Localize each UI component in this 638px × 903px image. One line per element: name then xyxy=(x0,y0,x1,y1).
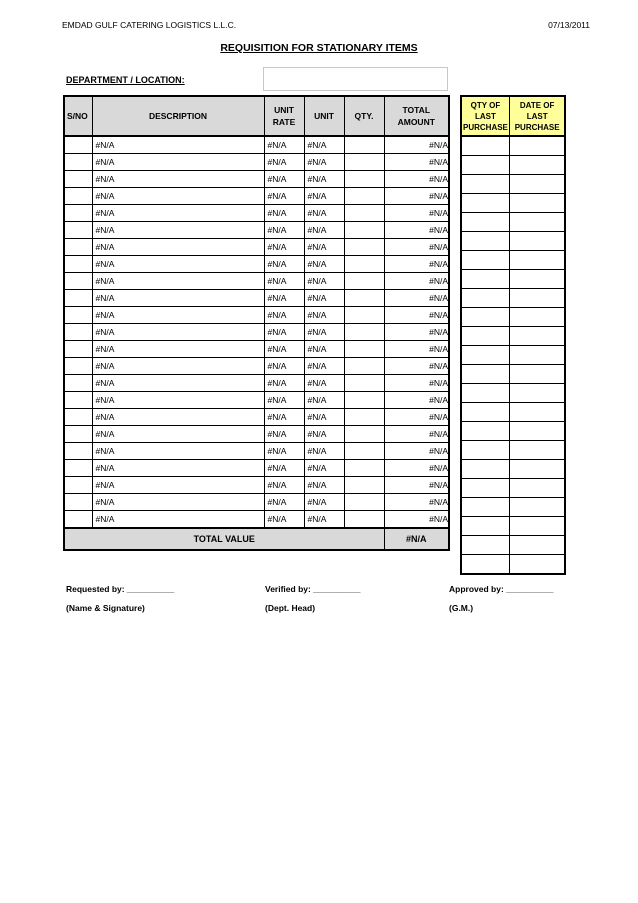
cell-qty-last xyxy=(461,232,509,251)
cell-date-last xyxy=(509,403,565,422)
cell-description: #N/A xyxy=(92,290,264,307)
side-header-row xyxy=(461,96,565,136)
cell-unit-rate: #N/A xyxy=(264,375,304,392)
cell-date-last xyxy=(509,460,565,479)
cell-description: #N/A xyxy=(92,494,264,511)
table-row xyxy=(64,375,449,392)
verified-by-sub: (Dept. Head) xyxy=(265,603,316,613)
cell-qty xyxy=(344,171,384,188)
document-date: 07/13/2011 xyxy=(548,20,590,30)
cell-unit-rate: #N/A xyxy=(264,205,304,222)
cell-unit-rate: #N/A xyxy=(264,409,304,426)
side-row xyxy=(461,365,565,384)
cell-qty-last xyxy=(461,270,509,289)
col-sno: S/NO xyxy=(64,96,92,136)
verified-by-label: Verified by: __________ xyxy=(265,584,361,594)
side-row xyxy=(461,555,565,575)
col-total-amount: TOTAL AMOUNT xyxy=(384,96,449,136)
cell-total: #N/A xyxy=(384,188,449,205)
cell-total: #N/A xyxy=(384,136,449,154)
cell-qty xyxy=(344,324,384,341)
col-unit: UNIT xyxy=(304,96,344,136)
requested-by-label: Requested by: __________ xyxy=(66,584,175,594)
cell-qty-last xyxy=(461,251,509,270)
col-qty-last-purchase: QTY OF LAST PURCHASE xyxy=(461,96,509,136)
cell-qty xyxy=(344,409,384,426)
cell-unit-rate: #N/A xyxy=(264,239,304,256)
cell-qty xyxy=(344,290,384,307)
cell-total: #N/A xyxy=(384,256,449,273)
table-row xyxy=(64,290,449,307)
company-name: EMDAD GULF CATERING LOGISTICS L.L.C. xyxy=(62,20,237,30)
cell-total: #N/A xyxy=(384,205,449,222)
side-row xyxy=(461,156,565,175)
cell-date-last xyxy=(509,213,565,232)
cell-date-last xyxy=(509,270,565,289)
cell-qty-last xyxy=(461,555,509,575)
cell-description: #N/A xyxy=(92,375,264,392)
table-row xyxy=(64,154,449,171)
cell-date-last xyxy=(509,422,565,441)
table-row xyxy=(64,460,449,477)
table-row xyxy=(64,256,449,273)
cell-unit: #N/A xyxy=(304,222,344,239)
cell-unit: #N/A xyxy=(304,188,344,205)
cell-qty xyxy=(344,460,384,477)
cell-total: #N/A xyxy=(384,426,449,443)
cell-unit: #N/A xyxy=(304,494,344,511)
side-row xyxy=(461,289,565,308)
total-label: TOTAL VALUE xyxy=(64,528,384,550)
table-row xyxy=(64,392,449,409)
table-row xyxy=(64,239,449,256)
cell-qty-last xyxy=(461,403,509,422)
cell-total: #N/A xyxy=(384,409,449,426)
cell-unit: #N/A xyxy=(304,358,344,375)
cell-total: #N/A xyxy=(384,154,449,171)
cell-qty-last xyxy=(461,213,509,232)
side-row xyxy=(461,346,565,365)
cell-description: #N/A xyxy=(92,324,264,341)
table-row xyxy=(64,307,449,324)
cell-total: #N/A xyxy=(384,511,449,529)
cell-qty-last xyxy=(461,156,509,175)
side-row xyxy=(461,403,565,422)
cell-date-last xyxy=(509,327,565,346)
cell-qty xyxy=(344,307,384,324)
cell-unit-rate: #N/A xyxy=(264,290,304,307)
cell-unit-rate: #N/A xyxy=(264,358,304,375)
cell-total: #N/A xyxy=(384,460,449,477)
cell-date-last xyxy=(509,536,565,555)
cell-qty-last xyxy=(461,346,509,365)
table-row xyxy=(64,409,449,426)
side-row xyxy=(461,479,565,498)
side-row xyxy=(461,441,565,460)
table-row xyxy=(64,171,449,188)
cell-qty xyxy=(344,188,384,205)
cell-unit: #N/A xyxy=(304,239,344,256)
side-row xyxy=(461,517,565,536)
department-field[interactable] xyxy=(263,67,448,91)
side-row xyxy=(461,327,565,346)
cell-sno xyxy=(64,443,92,460)
cell-qty-last xyxy=(461,384,509,403)
cell-total: #N/A xyxy=(384,307,449,324)
cell-sno xyxy=(64,341,92,358)
cell-unit: #N/A xyxy=(304,511,344,529)
side-row xyxy=(461,536,565,555)
cell-unit-rate: #N/A xyxy=(264,477,304,494)
cell-date-last xyxy=(509,498,565,517)
cell-qty xyxy=(344,205,384,222)
cell-total: #N/A xyxy=(384,341,449,358)
cell-unit: #N/A xyxy=(304,307,344,324)
side-row xyxy=(461,213,565,232)
cell-date-last xyxy=(509,517,565,536)
department-label: DEPARTMENT / LOCATION: xyxy=(66,75,185,85)
cell-sno xyxy=(64,136,92,154)
cell-total: #N/A xyxy=(384,290,449,307)
cell-date-last xyxy=(509,441,565,460)
cell-unit: #N/A xyxy=(304,154,344,171)
col-date-last-purchase: DATE OF LAST PURCHASE xyxy=(509,96,565,136)
cell-unit: #N/A xyxy=(304,171,344,188)
cell-qty xyxy=(344,239,384,256)
cell-qty xyxy=(344,154,384,171)
table-row xyxy=(64,341,449,358)
cell-unit: #N/A xyxy=(304,273,344,290)
cell-sno xyxy=(64,154,92,171)
cell-description: #N/A xyxy=(92,154,264,171)
page-title: REQUISITION FOR STATIONARY ITEMS xyxy=(220,42,418,54)
cell-unit: #N/A xyxy=(304,477,344,494)
cell-description: #N/A xyxy=(92,273,264,290)
cell-total: #N/A xyxy=(384,392,449,409)
cell-date-last xyxy=(509,384,565,403)
side-row xyxy=(461,251,565,270)
cell-date-last xyxy=(509,232,565,251)
table-row xyxy=(64,188,449,205)
cell-qty xyxy=(344,392,384,409)
cell-qty-last xyxy=(461,194,509,213)
cell-sno xyxy=(64,426,92,443)
cell-description: #N/A xyxy=(92,239,264,256)
cell-unit-rate: #N/A xyxy=(264,154,304,171)
cell-qty xyxy=(344,358,384,375)
cell-date-last xyxy=(509,365,565,384)
cell-date-last xyxy=(509,289,565,308)
cell-description: #N/A xyxy=(92,477,264,494)
cell-qty-last xyxy=(461,536,509,555)
cell-total: #N/A xyxy=(384,494,449,511)
requested-by-sub: (Name & Signature) xyxy=(66,603,145,613)
cell-sno xyxy=(64,324,92,341)
cell-description: #N/A xyxy=(92,136,264,154)
cell-total: #N/A xyxy=(384,358,449,375)
side-row xyxy=(461,270,565,289)
cell-date-last xyxy=(509,555,565,575)
cell-sno xyxy=(64,409,92,426)
cell-sno xyxy=(64,494,92,511)
cell-date-last xyxy=(509,251,565,270)
side-row xyxy=(461,498,565,517)
cell-unit: #N/A xyxy=(304,290,344,307)
side-row xyxy=(461,232,565,251)
cell-sno xyxy=(64,239,92,256)
cell-date-last xyxy=(509,156,565,175)
cell-total: #N/A xyxy=(384,375,449,392)
side-row xyxy=(461,175,565,194)
table-header-row xyxy=(64,96,449,136)
cell-qty xyxy=(344,477,384,494)
cell-description: #N/A xyxy=(92,511,264,529)
side-row xyxy=(461,194,565,213)
cell-qty xyxy=(344,222,384,239)
cell-unit: #N/A xyxy=(304,324,344,341)
cell-sno xyxy=(64,307,92,324)
cell-qty-last xyxy=(461,460,509,479)
cell-qty xyxy=(344,443,384,460)
side-row xyxy=(461,422,565,441)
cell-unit-rate: #N/A xyxy=(264,494,304,511)
cell-qty xyxy=(344,375,384,392)
cell-unit: #N/A xyxy=(304,426,344,443)
cell-description: #N/A xyxy=(92,256,264,273)
cell-description: #N/A xyxy=(92,358,264,375)
cell-qty xyxy=(344,256,384,273)
cell-qty-last xyxy=(461,289,509,308)
cell-qty xyxy=(344,511,384,529)
cell-unit-rate: #N/A xyxy=(264,188,304,205)
cell-description: #N/A xyxy=(92,460,264,477)
cell-total: #N/A xyxy=(384,443,449,460)
cell-unit-rate: #N/A xyxy=(264,443,304,460)
table-row xyxy=(64,273,449,290)
cell-qty-last xyxy=(461,498,509,517)
cell-sno xyxy=(64,256,92,273)
cell-qty xyxy=(344,341,384,358)
cell-unit-rate: #N/A xyxy=(264,511,304,529)
cell-sno xyxy=(64,171,92,188)
purchase-history-table xyxy=(460,95,566,575)
cell-unit-rate: #N/A xyxy=(264,341,304,358)
cell-date-last xyxy=(509,136,565,156)
cell-unit-rate: #N/A xyxy=(264,256,304,273)
col-qty: QTY. xyxy=(344,96,384,136)
cell-sno xyxy=(64,511,92,529)
approved-by-label: Approved by: __________ xyxy=(449,584,554,594)
cell-date-last xyxy=(509,479,565,498)
cell-qty-last xyxy=(461,422,509,441)
cell-qty-last xyxy=(461,327,509,346)
cell-qty xyxy=(344,494,384,511)
cell-unit: #N/A xyxy=(304,205,344,222)
cell-qty-last xyxy=(461,517,509,536)
cell-unit-rate: #N/A xyxy=(264,171,304,188)
cell-unit-rate: #N/A xyxy=(264,222,304,239)
cell-sno xyxy=(64,205,92,222)
cell-unit-rate: #N/A xyxy=(264,426,304,443)
cell-sno xyxy=(64,392,92,409)
cell-qty-last xyxy=(461,441,509,460)
cell-date-last xyxy=(509,346,565,365)
cell-unit: #N/A xyxy=(304,443,344,460)
cell-description: #N/A xyxy=(92,188,264,205)
cell-unit-rate: #N/A xyxy=(264,460,304,477)
cell-unit-rate: #N/A xyxy=(264,324,304,341)
cell-unit: #N/A xyxy=(304,256,344,273)
side-row xyxy=(461,136,565,156)
cell-description: #N/A xyxy=(92,426,264,443)
table-row xyxy=(64,477,449,494)
col-unit-rate: UNIT RATE xyxy=(264,96,304,136)
side-row xyxy=(461,460,565,479)
cell-description: #N/A xyxy=(92,307,264,324)
side-row xyxy=(461,384,565,403)
requisition-table xyxy=(63,95,450,551)
cell-description: #N/A xyxy=(92,205,264,222)
table-row xyxy=(64,443,449,460)
cell-sno xyxy=(64,375,92,392)
cell-sno xyxy=(64,358,92,375)
cell-description: #N/A xyxy=(92,409,264,426)
cell-qty-last xyxy=(461,175,509,194)
table-row xyxy=(64,358,449,375)
cell-unit: #N/A xyxy=(304,375,344,392)
table-row xyxy=(64,494,449,511)
cell-description: #N/A xyxy=(92,341,264,358)
cell-unit-rate: #N/A xyxy=(264,392,304,409)
cell-sno xyxy=(64,460,92,477)
cell-sno xyxy=(64,290,92,307)
cell-sno xyxy=(64,477,92,494)
cell-qty xyxy=(344,426,384,443)
cell-unit: #N/A xyxy=(304,392,344,409)
cell-description: #N/A xyxy=(92,443,264,460)
cell-date-last xyxy=(509,308,565,327)
cell-qty xyxy=(344,136,384,154)
cell-date-last xyxy=(509,194,565,213)
table-row xyxy=(64,426,449,443)
cell-total: #N/A xyxy=(384,222,449,239)
approved-by-sub: (G.M.) xyxy=(449,603,474,613)
table-row xyxy=(64,511,449,529)
cell-total: #N/A xyxy=(384,171,449,188)
side-row xyxy=(461,308,565,327)
cell-description: #N/A xyxy=(92,222,264,239)
cell-unit: #N/A xyxy=(304,341,344,358)
cell-total: #N/A xyxy=(384,239,449,256)
col-description: DESCRIPTION xyxy=(92,96,264,136)
cell-qty-last xyxy=(461,136,509,156)
table-row xyxy=(64,324,449,341)
cell-description: #N/A xyxy=(92,392,264,409)
cell-total: #N/A xyxy=(384,273,449,290)
cell-unit: #N/A xyxy=(304,460,344,477)
cell-total: #N/A xyxy=(384,324,449,341)
cell-description: #N/A xyxy=(92,171,264,188)
table-row xyxy=(64,205,449,222)
cell-unit: #N/A xyxy=(304,136,344,154)
cell-sno xyxy=(64,222,92,239)
total-value: #N/A xyxy=(384,528,449,550)
cell-unit: #N/A xyxy=(304,409,344,426)
cell-unit-rate: #N/A xyxy=(264,136,304,154)
table-row xyxy=(64,136,449,154)
cell-sno xyxy=(64,188,92,205)
cell-qty-last xyxy=(461,308,509,327)
cell-qty-last xyxy=(461,479,509,498)
cell-unit-rate: #N/A xyxy=(264,273,304,290)
cell-qty xyxy=(344,273,384,290)
table-row xyxy=(64,222,449,239)
cell-total: #N/A xyxy=(384,477,449,494)
cell-date-last xyxy=(509,175,565,194)
total-row xyxy=(64,528,449,550)
cell-qty-last xyxy=(461,365,509,384)
cell-unit-rate: #N/A xyxy=(264,307,304,324)
cell-sno xyxy=(64,273,92,290)
